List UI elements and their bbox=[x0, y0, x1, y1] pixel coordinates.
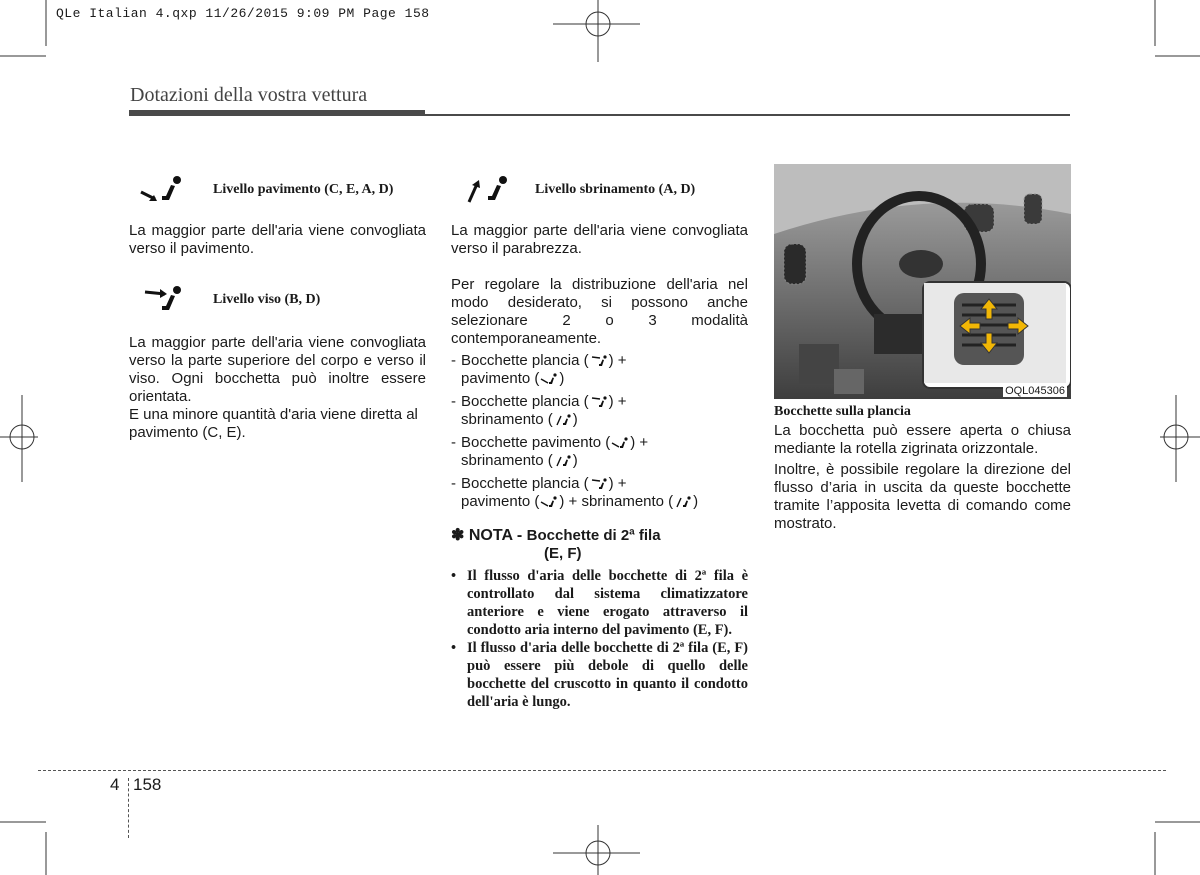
defrost-mode-icon bbox=[553, 454, 573, 468]
defrost-mode-icon bbox=[673, 495, 693, 509]
floor-mode-heading bbox=[129, 170, 426, 210]
header-rule-thin bbox=[425, 114, 1070, 116]
vent-adjust-illustration bbox=[924, 283, 1066, 383]
chapter-number: 4 bbox=[110, 775, 120, 794]
column-1 bbox=[129, 170, 426, 442]
note-title: Bocchette di 2ª fila bbox=[526, 527, 661, 544]
floor-mode-text: La maggior parte dell'aria viene convogliata verso il pavimento. bbox=[129, 222, 426, 257]
list-item: - Bocchette plancia ( ) + pavimento ( ) bbox=[451, 352, 748, 388]
header-rule bbox=[129, 110, 425, 116]
list-item: - Bocchette pavimento ( ) + sbrinamento ( ) bbox=[451, 434, 748, 470]
defrost-mode-heading bbox=[451, 170, 748, 210]
defrost-mode-text: La maggior parte dell'aria viene convogliata verso il parabrezza. bbox=[451, 222, 748, 257]
note-label: NOTA - bbox=[468, 527, 523, 544]
floor-mode-icon bbox=[539, 495, 559, 509]
note-heading bbox=[451, 527, 748, 563]
dashboard-vent-photo bbox=[774, 164, 1071, 399]
vent-direction-text: Inoltre, è possibile regolare la direzione del flusso d’aria in uscita da queste bocchette tramite l’apposita levetta di comando come mostrato. bbox=[774, 461, 1071, 532]
vent-inset bbox=[922, 281, 1071, 389]
list-item: • Il flusso d'aria delle bocchette di 2ª fila (E, F) può essere più debole di quello delle bocchette del cruscotto in quanto il condotto dell'aria è lungo. bbox=[451, 639, 748, 711]
defrost-mode-title: Livello sbrinamento (A, D) bbox=[535, 182, 696, 197]
column-2 bbox=[451, 170, 748, 711]
footer-divider bbox=[128, 778, 129, 838]
column-3 bbox=[774, 404, 1071, 533]
floor-mode-icon bbox=[610, 436, 630, 450]
face-mode-title: Livello viso (B, D) bbox=[213, 292, 321, 307]
footer-rule bbox=[38, 770, 1166, 771]
figure-caption: Bocchette sulla plancia bbox=[774, 404, 911, 419]
vent-open-close-text: La bocchetta può essere aperta o chiusa mediante la rotella zigrinata orizzontale. bbox=[774, 422, 1071, 457]
face-mode-text: La maggior parte dell'aria viene convogliata verso la parte superiore del corpo e verso il viso. Ogni bocchetta può inoltre essere orientata. bbox=[129, 334, 426, 405]
defrost-mode-icon bbox=[451, 172, 511, 208]
face-mode-text-2: E una minore quantità d'aria viene diretta al pavimento (C, E). bbox=[129, 406, 418, 441]
image-code: OQL045306 bbox=[1005, 385, 1065, 397]
page-number: 158 bbox=[133, 775, 162, 794]
list-item: - Bocchette plancia ( ) + pavimento ( ) + sbrinamento ( ) bbox=[451, 475, 748, 511]
floor-mode-icon bbox=[539, 372, 559, 386]
list-item: • Il flusso d'aria delle bocchette di 2ª fila è controllato dal sistema climatizzatore anteriore e viene erogato attraverso il condotto aria interno del pavimento (E, F). bbox=[451, 567, 748, 639]
note-bullets bbox=[451, 567, 748, 711]
note-symbol: ✽ bbox=[451, 527, 465, 544]
list-item: - Bocchette plancia ( ) + sbrinamento ( ) bbox=[451, 393, 748, 429]
face-mode-icon bbox=[589, 395, 609, 409]
note-title-2: (E, F) bbox=[544, 545, 582, 562]
mode-combination-text: Per regolare la distribuzione dell'aria nel modo desiderato, si possono anche selezionare 2 o 3 modalità contemporaneamente. bbox=[451, 276, 748, 347]
print-header: QLe Italian 4.qxp 11/26/2015 9:09 PM Page 158 bbox=[56, 6, 430, 21]
face-mode-icon bbox=[129, 282, 189, 318]
section-title: Dotazioni della vostra vettura bbox=[130, 84, 368, 106]
face-mode-icon bbox=[589, 354, 609, 368]
face-mode-icon bbox=[589, 477, 609, 491]
floor-mode-icon bbox=[129, 172, 189, 208]
floor-mode-title: Livello pavimento (C, E, A, D) bbox=[213, 182, 394, 197]
face-mode-heading bbox=[129, 280, 426, 320]
defrost-mode-icon bbox=[553, 413, 573, 427]
mode-combination-list bbox=[451, 352, 748, 511]
